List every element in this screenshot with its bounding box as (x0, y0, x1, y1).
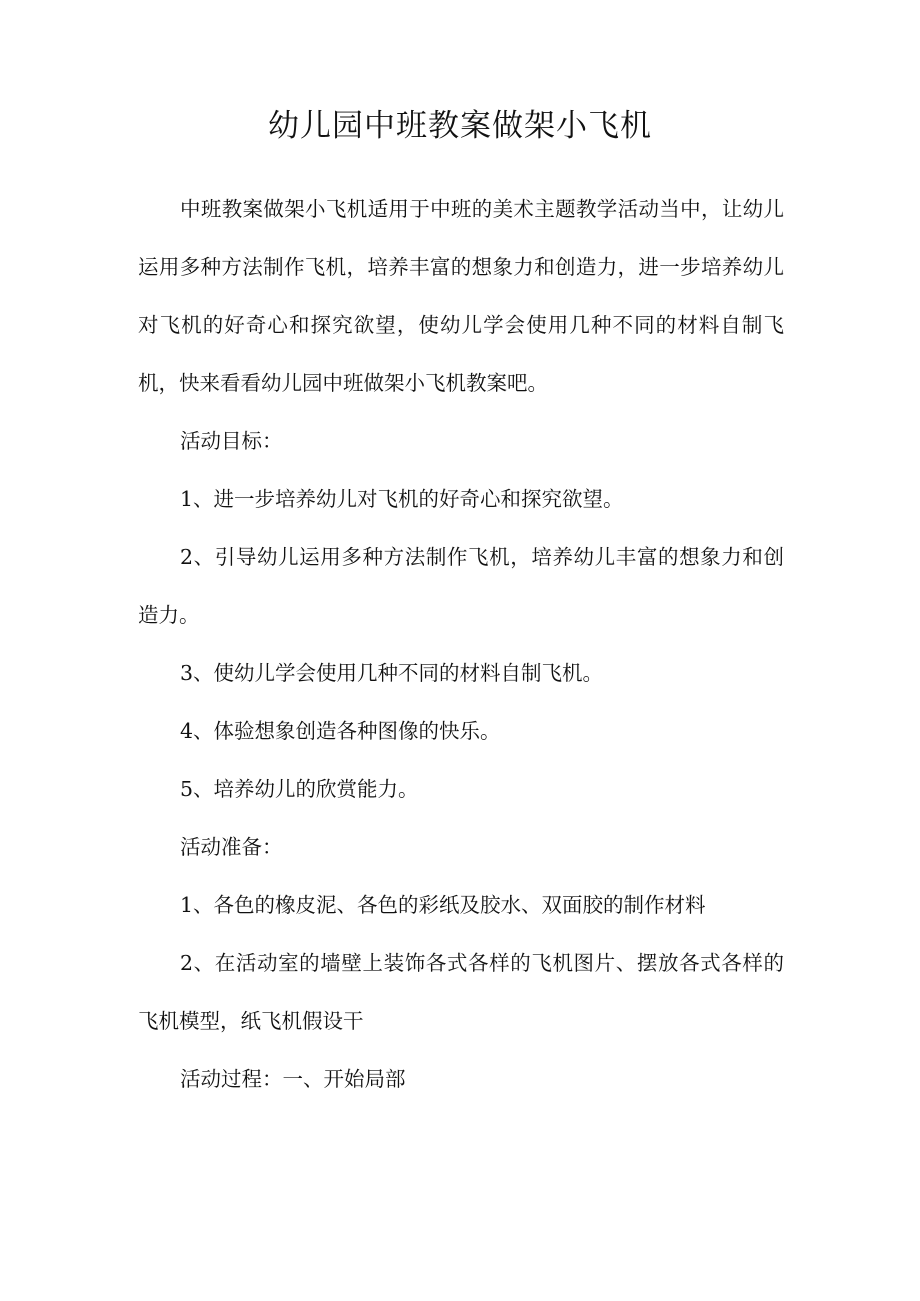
preparation-item-1: 1、各色的橡皮泥、各色的彩纸及胶水、双面胶的制作材料 (180, 893, 706, 917)
goal-item-1: 1、进一步培养幼儿对飞机的好奇心和探究欲望。 (180, 487, 624, 511)
goal-item-5: 5、培养幼儿的欣赏能力。 (180, 777, 419, 801)
goal-item-4: 4、体验想象创造各种图像的快乐。 (180, 719, 501, 743)
section-heading-process: 活动过程：一、开始局部 (180, 1067, 406, 1091)
document-title: 幼儿园中班教案做架小飞机 (268, 108, 652, 144)
section-heading-goals: 活动目标： (180, 429, 283, 453)
goal-item-3: 3、使幼儿学会使用几种不同的材料自制飞机。 (180, 661, 604, 685)
goal-item-2: 2、引导幼儿运用多种方法制作飞机，培养幼儿丰富的想象力和创造力。 (138, 545, 784, 627)
document-body (138, 180, 784, 1108)
section-heading-preparation: 活动准备： (180, 835, 283, 859)
intro-paragraph: 中班教案做架小飞机适用于中班的美术主题教学活动当中，让幼儿运用多种方法制作飞机，培养丰富的想象力和创造力，进一步培养幼儿对飞机的好奇心和探究欲望，使幼儿学会使用几种不同的材料自制飞机，快来看看幼儿园中班做架小飞机教案吧。 (138, 197, 784, 395)
preparation-item-2: 2、在活动室的墙壁上装饰各式各样的飞机图片、摆放各式各样的飞机模型，纸飞机假设干 (138, 951, 784, 1033)
